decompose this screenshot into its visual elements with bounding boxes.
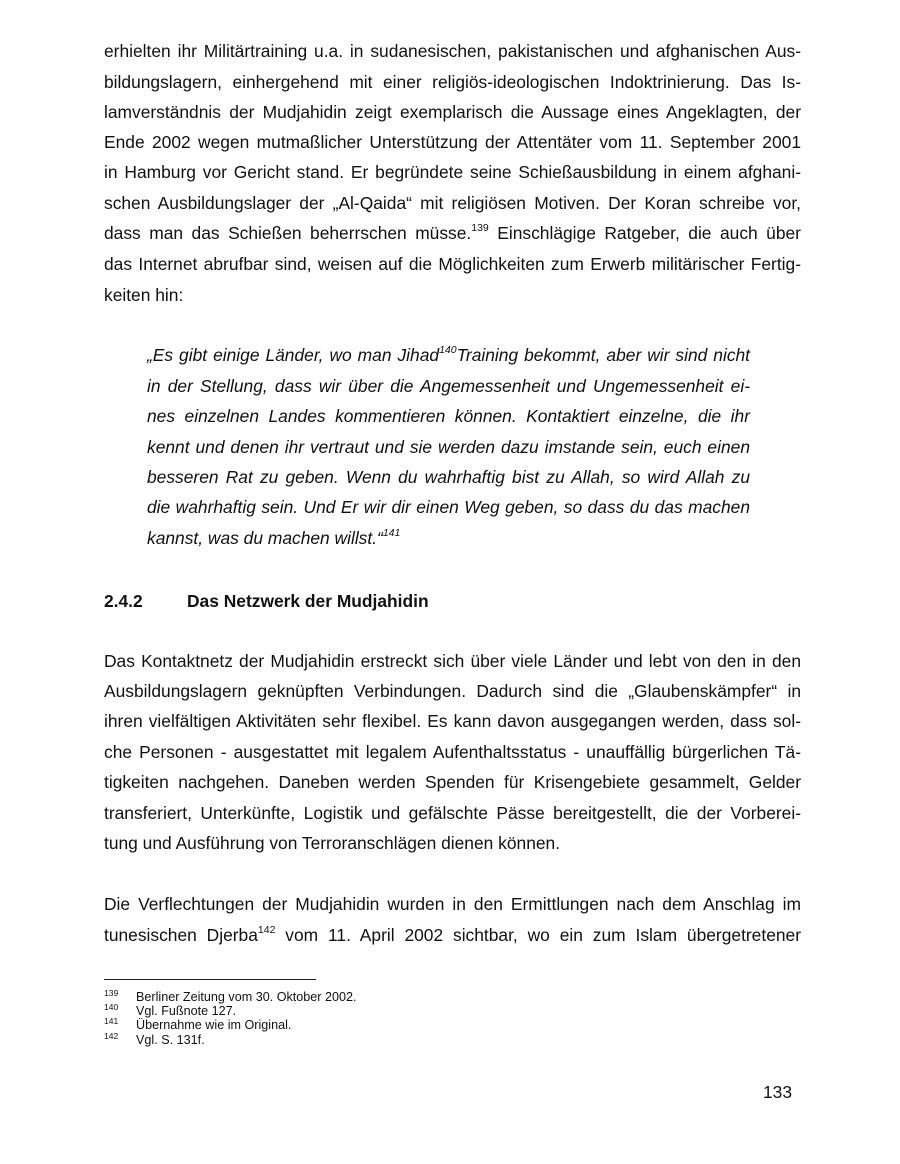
paragraph-line: lamverständnis der Mudjahidin zeigt exemplarisch die Aussage eines Angeklagten, der [104, 102, 801, 122]
section-title: Das Netzwerk der Mudjahidin [187, 591, 429, 611]
quote-text: kannst, was du machen willst.“ [147, 528, 383, 548]
quote-line: nes einzelnen Landes kommentieren können. Kontaktiert einzelne, die ihr [147, 406, 750, 426]
paragraph-line [104, 920, 801, 950]
footnote-ref-140[interactable]: 140 [439, 344, 457, 356]
footnote-mark: 141 [104, 1016, 119, 1026]
footnote-text: Berliner Zeitung vom 30. Oktober 2002. [136, 990, 357, 1004]
quote-line: besseren Rat zu geben. Wenn du wahrhaftig bist zu Allah, so wird Allah zu [147, 467, 750, 487]
paragraph-line [104, 218, 801, 248]
footnote-ref-142[interactable]: 142 [257, 924, 276, 936]
footnote-mark: 140 [104, 1002, 119, 1012]
paragraph-line: das Internet abrufbar sind, weisen auf die Möglichkeiten zum Erwerb militärischer Fertig- [104, 254, 801, 274]
footnote-ref-141[interactable]: 141 [382, 527, 401, 539]
footnote-text: Vgl. S. 131f. [136, 1033, 205, 1047]
paragraph-line: bildungslagern, einhergehend mit einer religiös-ideologischen Indoktrinierung. Das Is- [104, 72, 801, 92]
quote-line: kennt und denen ihr vertraut und sie werden dazu imstande sein, euch einen [147, 437, 750, 457]
line-text: tunesischen Djerba [104, 925, 258, 945]
paragraph-line: ihren vielfältigen Aktivitäten sehr flexibel. Es kann davon ausgegangen werden, dass sol- [104, 711, 801, 731]
page-number: 133 [763, 1082, 793, 1102]
paragraph-line: che Personen - ausgestattet mit legalem Aufenthaltsstatus - unauffällig bürgerlichen Tä- [104, 742, 801, 762]
quote-line [147, 340, 750, 370]
footnote-mark: 139 [104, 988, 119, 998]
quote-text: „Es gibt einige Länder, wo man Jihad [147, 345, 440, 365]
paragraph-line: Ende 2002 wegen mutmaßlicher Unterstützung der Attentäter vom 11. September 2001 [104, 132, 801, 152]
footnote-text: Übernahme wie im Original. [136, 1018, 292, 1032]
quote-line [147, 523, 750, 553]
section-heading [104, 586, 429, 616]
paragraph-line: keiten hin: [104, 285, 184, 305]
footnote-text: Vgl. Fußnote 127. [136, 1004, 237, 1018]
paragraph-line: in Hamburg vor Gericht stand. Er begründete seine Schießausbildung in einem afghani- [104, 162, 801, 182]
footnote-ref-139[interactable]: 139 [471, 222, 489, 234]
quote-line: die wahrhaftig sein. Und Er wir dir einen Weg geben, so dass du das machen [147, 497, 750, 517]
paragraph-line: Die Verflechtungen der Mudjahidin wurden in den Ermittlungen nach dem Anschlag im [104, 894, 801, 914]
paragraph-line: transferiert, Unterkünfte, Logistik und gefälschte Pässe bereitgestellt, die der Vorberei- [104, 803, 801, 823]
line-text: Einschlägige Ratgeber, die auch über [488, 223, 801, 243]
quote-text: Training bekommt, aber wir sind nicht [456, 345, 751, 365]
quote-line: in der Stellung, dass wir über die Angemessenheit und Ungemessenheit ei- [147, 376, 750, 396]
footnote-mark: 142 [104, 1031, 119, 1041]
paragraph-line: tigkeiten nachgehen. Daneben werden Spenden für Krisengebiete gesammelt, Gelder [104, 772, 801, 792]
paragraph-line: schen Ausbildungslager der „Al-Qaida“ mit religiösen Motiven. Der Koran schreibe vor, [104, 193, 801, 213]
paragraph-line: tung und Ausführung von Terroranschlägen dienen können. [104, 833, 561, 853]
line-text: vom 11. April 2002 sichtbar, wo ein zum Islam übergetretener [275, 925, 801, 945]
paragraph-line: erhielten ihr Militärtraining u.a. in sudanesischen, pakistanischen und afghanischen Aus- [104, 41, 801, 61]
paragraph-line: Ausbildungslagern geknüpften Verbindungen. Dadurch sind die „Glaubenskämpfer“ in [104, 681, 801, 701]
paragraph-line: Das Kontaktnetz der Mudjahidin erstreckt sich über viele Länder und lebt von den in den [104, 651, 801, 671]
line-text: dass man das Schießen beherrschen müsse. [104, 223, 472, 243]
footnote-separator [104, 979, 316, 980]
section-number: 2.4.2 [104, 591, 143, 611]
